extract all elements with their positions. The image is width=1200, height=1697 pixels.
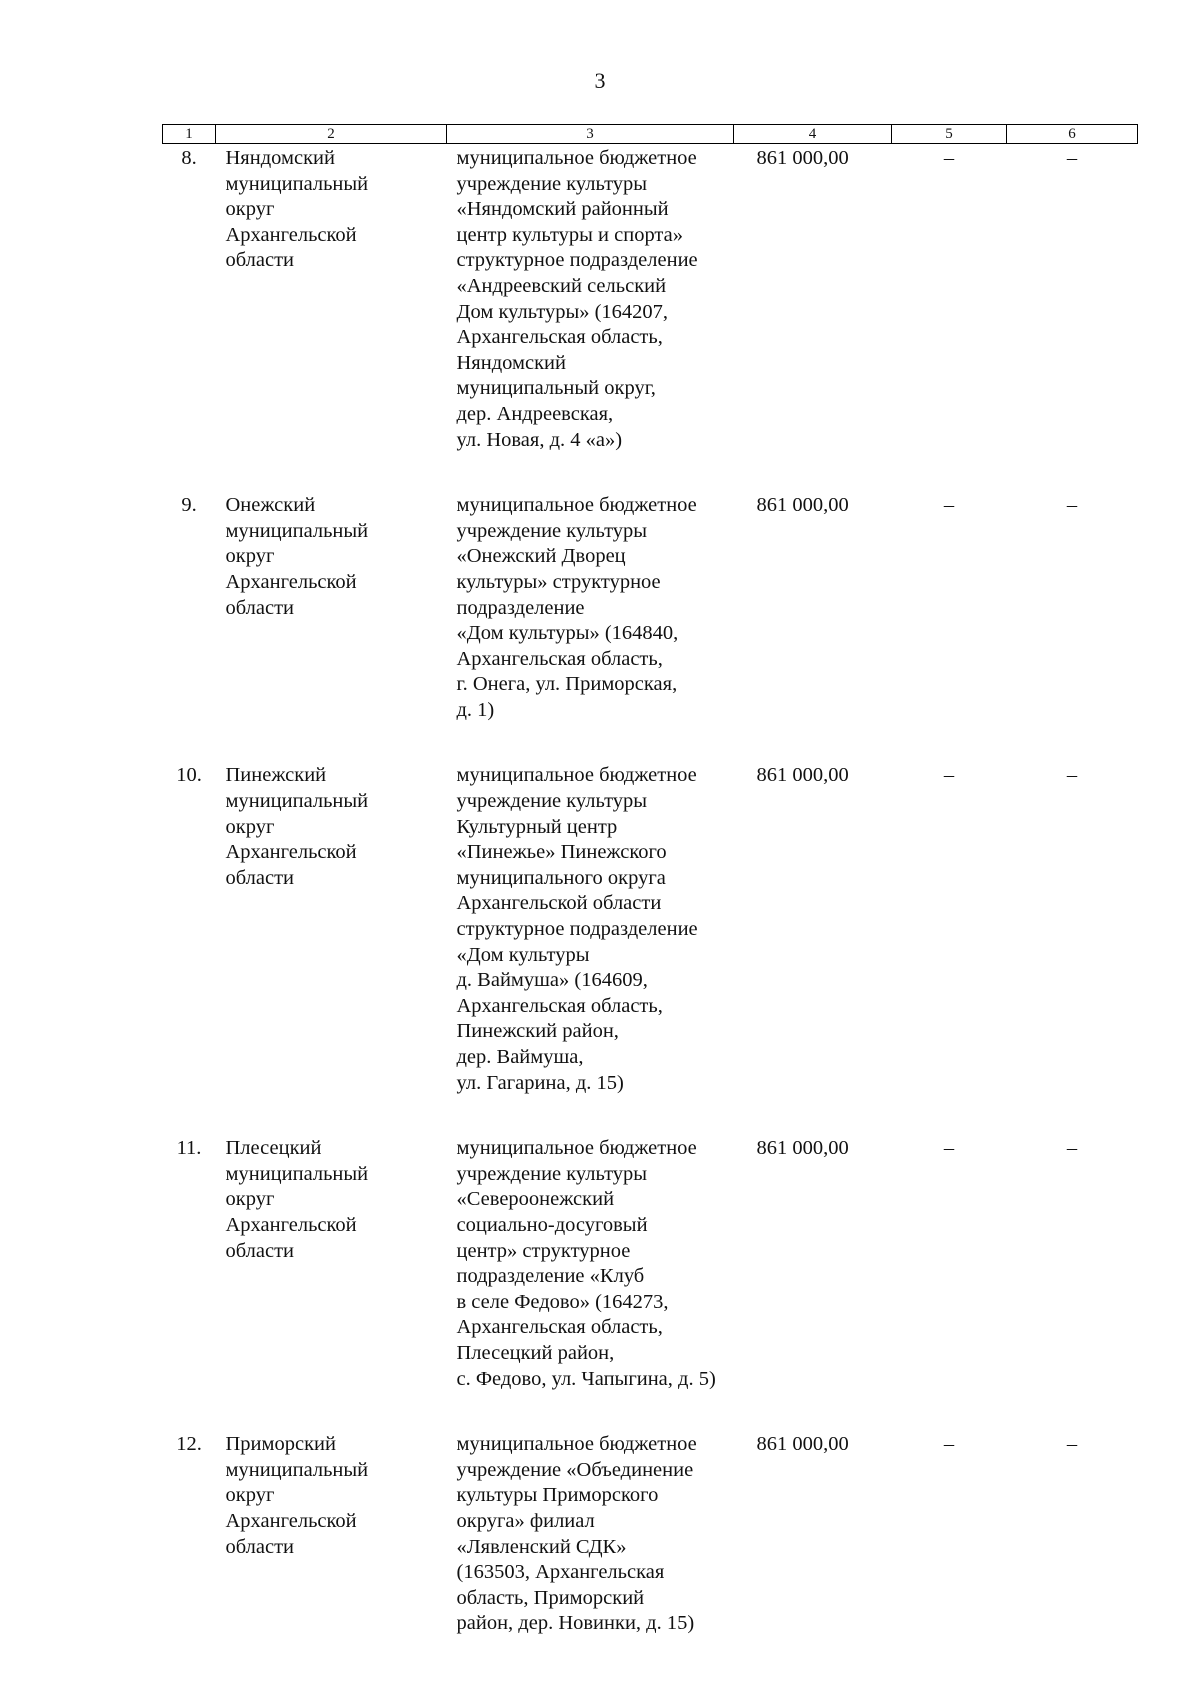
institution-line: муниципального округа xyxy=(456,866,666,889)
district-line: округ xyxy=(225,1188,275,1211)
row-number: 11. xyxy=(176,1137,202,1160)
institution-line: муниципальное бюджетное xyxy=(456,147,697,169)
institution-line: учреждение культуры xyxy=(456,790,648,813)
amount-value: 861 000,00 xyxy=(756,764,849,787)
institution-description xyxy=(447,144,734,494)
institution-line: учреждение культуры xyxy=(456,1162,648,1185)
district-line: Няндомский xyxy=(225,147,335,169)
institution-description xyxy=(447,763,734,1136)
institution-line: Культурный центр xyxy=(456,815,618,838)
district-line: Приморский xyxy=(225,1433,336,1456)
institution-line: Няндомский xyxy=(456,351,566,374)
institution-line: дер. Ваймуша, xyxy=(456,1046,584,1068)
institution-line: Дом культуры» (164207, xyxy=(456,300,669,323)
institution-line: учреждение культуры xyxy=(456,519,648,542)
district-name xyxy=(216,1432,447,1677)
column-header: 4 xyxy=(734,125,892,144)
institution-line: Архангельская область, xyxy=(456,647,663,670)
column-6-value: – xyxy=(1066,494,1078,517)
institution-line: центр культуры и спорта» xyxy=(456,223,683,246)
institution-line: подразделение «Клуб xyxy=(456,1265,645,1288)
institution-line: «Онежский Дворец xyxy=(456,545,626,568)
institution-line: в селе Федово» (164273, xyxy=(456,1290,669,1313)
column-header: 6 xyxy=(1007,125,1138,144)
district-line: округ xyxy=(225,815,275,838)
column-6-value: – xyxy=(1066,147,1078,169)
institution-line: муниципальное бюджетное xyxy=(456,764,697,787)
institution-line: «Дом культуры» (164840, xyxy=(456,622,679,645)
district-line: муниципальный xyxy=(225,519,369,542)
row-number: 8. xyxy=(181,147,197,169)
district-line: области xyxy=(225,596,295,619)
institution-line: Архангельская область, xyxy=(456,326,663,349)
institution-description xyxy=(447,1432,734,1677)
district-line: области xyxy=(225,1239,295,1262)
table-row xyxy=(163,763,1138,1136)
institution-description xyxy=(447,493,734,763)
institution-line: муниципальное бюджетное xyxy=(456,1137,697,1160)
institution-line: Архангельская область, xyxy=(456,1316,663,1339)
institution-line: дер. Андреевская, xyxy=(456,402,614,425)
institution-line: район, дер. Новинки, д. 15) xyxy=(456,1612,695,1635)
district-line: округ xyxy=(225,545,275,568)
amount-value: 861 000,00 xyxy=(756,1433,849,1456)
district-name xyxy=(216,763,447,1136)
institution-line: г. Онега, ул. Приморская, xyxy=(456,673,678,696)
district-line: области xyxy=(225,1535,295,1558)
district-line: муниципальный xyxy=(225,172,369,195)
institution-line: (163503, Архангельская xyxy=(456,1561,665,1584)
column-5-value: – xyxy=(943,1137,955,1160)
institution-line: с. Федово, ул. Чапыгина, д. 5) xyxy=(456,1367,716,1390)
column-5-value: – xyxy=(943,494,955,517)
table-row xyxy=(163,144,1138,494)
district-line: Пинежский xyxy=(225,764,327,787)
district-line: Плесецкий xyxy=(225,1137,322,1160)
district-line: Архангельской xyxy=(225,223,357,246)
table-row xyxy=(163,493,1138,763)
amount-value: 861 000,00 xyxy=(756,494,849,517)
institution-line: «Пинежье» Пинежского xyxy=(456,841,667,864)
column-header: 1 xyxy=(163,125,216,144)
district-line: муниципальный xyxy=(225,1458,369,1481)
institution-line: Архангельская область, xyxy=(456,994,663,1017)
institution-line: культуры» структурное xyxy=(456,570,661,593)
column-6-value: – xyxy=(1066,1433,1078,1456)
allocation-table xyxy=(162,124,1138,1677)
column-5-value: – xyxy=(943,147,955,169)
amount-value: 861 000,00 xyxy=(756,147,849,169)
district-line: округ xyxy=(225,198,275,221)
table-row xyxy=(163,1432,1138,1677)
column-header: 5 xyxy=(892,125,1007,144)
district-line: Архангельской xyxy=(225,570,357,593)
institution-line: д. Ваймуша» (164609, xyxy=(456,969,648,992)
district-name xyxy=(216,1136,447,1432)
institution-line: «Дом культуры xyxy=(456,943,590,966)
institution-line: культуры Приморского xyxy=(456,1484,659,1507)
institution-line: муниципальное бюджетное xyxy=(456,494,697,517)
column-5-value: – xyxy=(943,764,955,787)
district-name xyxy=(216,493,447,763)
district-line: муниципальный xyxy=(225,790,369,813)
column-header: 2 xyxy=(216,125,447,144)
column-header: 3 xyxy=(447,125,734,144)
institution-line: д. 1) xyxy=(456,698,495,721)
row-number: 9. xyxy=(181,494,197,517)
institution-line: центр» структурное xyxy=(456,1239,631,1262)
district-line: области xyxy=(225,249,295,272)
column-6-value: – xyxy=(1066,1137,1078,1160)
district-line: Онежский xyxy=(225,494,316,517)
row-number: 10. xyxy=(176,764,202,787)
institution-line: муниципальный округ, xyxy=(456,377,656,400)
institution-line: подразделение xyxy=(456,596,585,619)
district-line: муниципальный xyxy=(225,1162,369,1185)
district-line: Архангельской xyxy=(225,1213,357,1236)
institution-line: Пинежский район, xyxy=(456,1020,619,1043)
institution-line: «Няндомский районный xyxy=(456,198,669,221)
row-number: 12. xyxy=(176,1433,202,1456)
institution-line: округа» филиал xyxy=(456,1509,595,1532)
table-row xyxy=(163,1136,1138,1432)
institution-line: Плесецкий район, xyxy=(456,1341,615,1364)
institution-line: структурное подразделение xyxy=(456,918,698,941)
institution-line: учреждение культуры xyxy=(456,172,648,195)
page-number: 3 xyxy=(594,68,606,93)
amount-value: 861 000,00 xyxy=(756,1137,849,1160)
institution-line: область, Приморский xyxy=(456,1586,645,1609)
institution-line: Архангельской области xyxy=(456,892,662,915)
institution-line: «Андреевский сельский xyxy=(456,274,667,297)
institution-line: ул. Гагарина, д. 15) xyxy=(456,1071,624,1094)
district-line: Архангельской xyxy=(225,1509,357,1532)
institution-line: «Лявленский СДК» xyxy=(456,1535,627,1558)
institution-line: муниципальное бюджетное xyxy=(456,1433,697,1456)
district-name xyxy=(216,144,447,494)
district-line: области xyxy=(225,866,295,889)
institution-line: структурное подразделение xyxy=(456,249,698,272)
column-6-value: – xyxy=(1066,764,1078,787)
institution-line: учреждение «Объединение xyxy=(456,1458,694,1481)
district-line: округ xyxy=(225,1484,275,1507)
institution-line: ул. Новая, д. 4 «а») xyxy=(456,428,623,451)
column-5-value: – xyxy=(943,1433,955,1456)
institution-line: социально-досуговый xyxy=(456,1213,648,1236)
institution-description xyxy=(447,1136,734,1432)
table-header-row xyxy=(163,125,1138,144)
institution-line: «Североонежский xyxy=(456,1188,615,1211)
district-line: Архангельской xyxy=(225,841,357,864)
